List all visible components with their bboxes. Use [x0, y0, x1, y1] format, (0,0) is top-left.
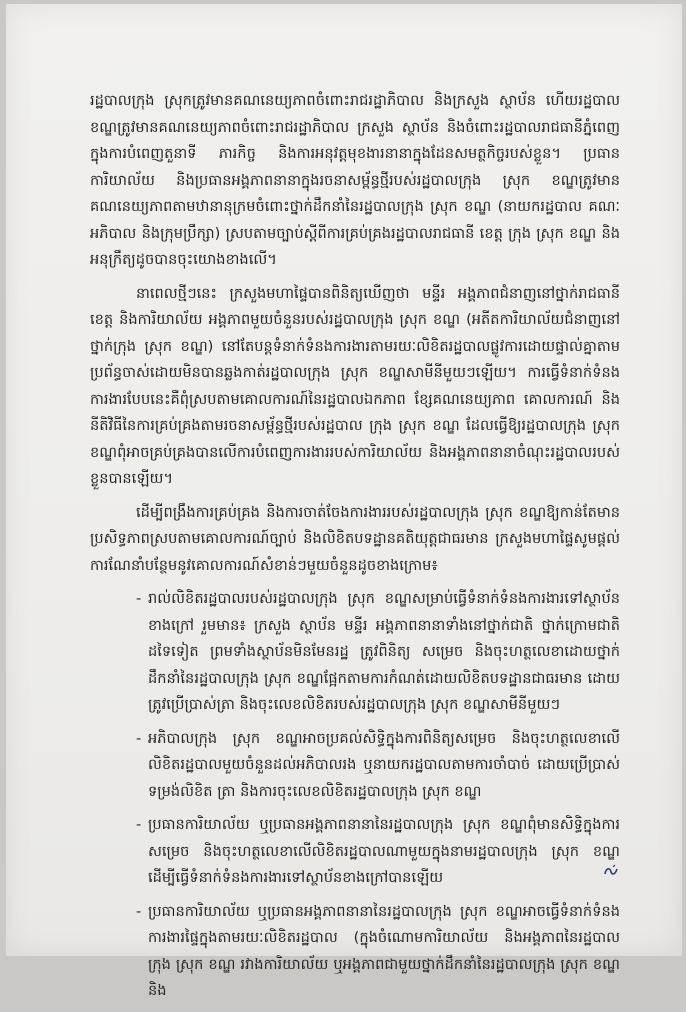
guidance-list: [90, 586, 620, 1005]
document-page: [6, 4, 682, 999]
list-item: [90, 586, 620, 719]
bullet-dash: -: [136, 590, 142, 607]
paragraph-accountability: រដ្ឋបាលក្រុង ស្រុកត្រូវមានគណនេយ្យភាពចំពោះរាជរដ្ឋាភិបាល និងក្រសួង ស្ថាប័ន ហើយរដ្ឋបាលខណ្ឌត្រូវមានគណនេយ្យភាពចំពោះរាជរដ្ឋាភិបាល ក្រសួង ស្ថាប័ន និងចំពោះរដ្ឋបាលរាជធានីភ្នំពេញក្នុងការបំពេញតួនាទី ភារកិច្ច និងការអនុវត្តមុខងារនានាក្នុងដែនសមត្ថកិច្ចរបស់ខ្លួន។ ប្រធានការិយាល័យ និងប្រធានអង្គភាពនានាក្នុងរចនាសម្ព័ន្ធថ្មីរបស់រដ្ឋបាលក្រុង ស្រុក ខណ្ឌត្រូវមានគណនេយ្យភាពតាមឋានានុក្រមចំពោះថ្នាក់ដឹកនាំនៃរដ្ឋបាលក្រុង ស្រុក ខណ្ឌ (នាយករដ្ឋបាល គណៈអភិបាល និងក្រុមប្រឹក្សា) ស្របតាមច្បាប់ស្តីពីការគ្រប់គ្រងរដ្ឋបាលរាជធានី ខេត្ត ក្រុង ស្រុក ខណ្ឌ និងអនុក្រឹត្យដូចបានចុះយោងខាងលើ។: [90, 92, 620, 268]
list-item-text: ប្រធានការិយាល័យ ឬប្រធានអង្គភាពនានានៃរដ្ឋបាលក្រុង ស្រុក ខណ្ឌពុំមានសិទ្ធិក្នុងការសម្រេច និងចុះហត្ថលេខាលើលិខិតរដ្ឋបាលណាមួយក្នុងនាមរដ្ឋបាលក្រុង ស្រុក ខណ្ឌ ដើម្បីធ្វើទំនាក់ទំនងការងារទៅស្ថាប័នខាងក្រៅបានឡើយ: [148, 816, 620, 886]
list-item: [90, 726, 620, 806]
list-item-text: ប្រធានការិយាល័យ ឬប្រធានអង្គភាពនានានៃរដ្ឋបាលក្រុង ស្រុក ខណ្ឌអាចធ្វើទំនាក់ទំនងការងារផ្ទៃក្នុងតាមរយៈលិខិតរដ្ឋបាល (ក្នុងចំណោមការិយាល័យ និងអង្គភាពនៃរដ្ឋបាលក្រុង ស្រុក ខណ្ឌ រវាងការិយាល័យ ឬអង្គភាពជាមួយថ្នាក់ដឹកនាំនៃរដ្ឋបាលក្រុង ស្រុក ខណ្ឌ និង: [148, 902, 620, 999]
document-body: [90, 88, 620, 1012]
bullet-dash: -: [136, 816, 142, 833]
bullet-dash: -: [136, 729, 142, 747]
list-item: [90, 812, 620, 892]
bullet-dash: -: [136, 902, 142, 920]
list-item-text: អភិបាលក្រុង ស្រុក ខណ្ឌអាចប្រគល់សិទ្ធិក្នុងការពិនិត្យសម្រេច និងចុះហត្ថលេខាលើលិខិតរដ្ឋបាលមួយចំនួនដល់អភិបាលរង ឬនាយករដ្ឋបាលតាមការចាំបាច់ ដោយប្រើប្រាស់ទម្រង់លិខិត ត្រា និងការចុះលេខលិខិតរដ្ឋបាលក្រុង ស្រុក ខណ្ឌ: [148, 729, 620, 800]
paragraph-recent-findings: នាពេលថ្មីៗនេះ ក្រសួងមហាផ្ទៃបានពិនិត្យឃើញថា មន្ទីរ អង្គភាពជំនាញនៅថ្នាក់រាជធានី ខេត្ត និងការិយាល័យ អង្គភាពមួយចំនួនរបស់រដ្ឋបាលក្រុង ស្រុក ខណ្ឌ (អតីតការិយាល័យជំនាញនៅថ្នាក់ក្រុង ស្រុក ខណ្ឌ) នៅតែបន្តទំនាក់ទំនងការងារតាមរយៈលិខិតរដ្ឋបាលផ្លូវការដោយផ្ទាល់គ្នាតាមប្រព័ន្ធចាស់ដោយមិនបានឆ្លងកាត់រដ្ឋបាលក្រុង ស្រុក ខណ្ឌសាមីនីមួយៗឡើយ។ ការធ្វើទំនាក់ទំនងការងារបែបនេះគឺពុំស្របតាមគោលការណ៍នៃរដ្ឋបាលឯកភាព ខ្សែគណនេយ្យភាព គោលការណ៍ និងនីតិវិធីនៃការគ្រប់គ្រងតាមរចនាសម្ព័ន្ធថ្មីរបស់រដ្ឋបាល ក្រុង ស្រុក ខណ្ឌ ដែលធ្វើឱ្យរដ្ឋបាលក្រុង ស្រុក ខណ្ឌពុំអាចគ្រប់គ្រងបានលើការបំពេញការងាររបស់ការិយាល័យ និងអង្គភាពនានាចំណុះរដ្ឋបាលរបស់ខ្លួនបានឡើយ។: [90, 284, 620, 487]
list-item-text: រាល់លិខិតរដ្ឋបាលរបស់រដ្ឋបាលក្រុង ស្រុក ខណ្ឌសម្រាប់ធ្វើទំនាក់ទំនងការងារទៅស្ថាប័នខាងក្រៅ រួមមាន៖ ក្រសួង ស្ថាប័ន មន្ទីរ អង្គភាពនានាទាំងនៅថ្នាក់ជាតិ ថ្នាក់ក្រោមជាតិដទៃទៀត ព្រមទាំងស្ថាប័នមិនមែនរដ្ឋ ត្រូវពិនិត្យ សម្រេច និងចុះហត្ថលេខាដោយថ្នាក់ដឹកនាំនៃរដ្ឋបាលក្រុង ស្រុក ខណ្ឌផ្អែកតាមការកំណត់ដោយលិខិតបទដ្ឋានជាធរមាន ដោយត្រូវប្រើប្រាស់ត្រា និងចុះលេខលិខិតរបស់រដ្ឋបាលក្រុង ស្រុក ខណ្ឌសាមីនីមួយៗ: [148, 590, 620, 713]
list-item: [90, 899, 620, 1005]
paragraph-guidance-intro: ដើម្បីពង្រឹងការគ្រប់គ្រង និងការចាត់ចែងការងាររបស់រដ្ឋបាលក្រុង ស្រុក ខណ្ឌឱ្យកាន់តែមានប្រសិទ្ធភាពស្របតាមគោលការណ៍ច្បាប់ និងលិខិតបទដ្ឋានគតិយុត្តជាធរមាន ក្រសួងមហាផ្ទៃសូមផ្តល់ការណែនាំបន្ថែមនូវគោលការណ៍សំខាន់ៗមួយចំនួនដូចខាងក្រោម៖: [90, 503, 620, 574]
initials-mark-icon: [602, 864, 620, 878]
